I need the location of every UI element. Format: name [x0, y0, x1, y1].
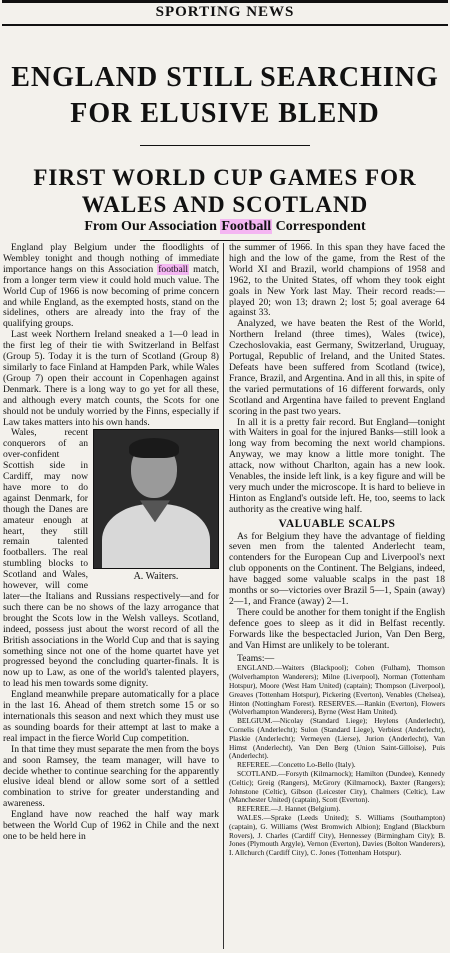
subheadline	[0, 164, 450, 218]
section-rule	[2, 24, 448, 26]
teams-block	[229, 654, 445, 858]
top-rule	[2, 0, 448, 3]
paragraph: In that time they must separate the men from the boys and soon Ramsey, the team manager, will have to decide whether to continue searching for the apparently elusive ideal blend or allow some sort of a settled combination to strive for greater understanding and awareness.	[3, 743, 219, 810]
photo-figure	[93, 429, 219, 583]
section-title: SPORTING NEWS	[155, 4, 295, 20]
paragraph: Analyzed, we have beaten the Rest of the World, Northern Ireland (three times), Wales (twice), Czechoslovakia, east Germany, Switzerland, Uruguay, Portugal, Republic of Ireland, and the United States. Defeats have been suffered from Scotland (twice), France, Brazil, and Argentina. And in all this, in spite of the varied permutations of 16 different forwards, only Scotland and Argentina have failed to prevent England scoring in the past two years.	[229, 318, 445, 417]
headline-line-2: FOR ELUSIVE BLEND	[70, 98, 380, 129]
subheadline-line-1: FIRST WORLD CUP GAMES FOR	[33, 165, 417, 190]
team-line: SCOTLAND.—Forsyth (Kilmarnock); Hamilton (Dundee), Kennedy (Celtic); Greig (Rangers), McGrory (Kilmarnock), Baxter (Rangers); Johnstone (Celtic), Gibson (Leicester City), Chalmers (Celtic), Law (Manchester United) (captain), Scott (Everton).	[229, 769, 445, 805]
left-column	[3, 243, 219, 843]
byline-highlight: Football	[221, 219, 272, 234]
paragraph: There could be another for them tonight if the English defence goes to sleep as it did in Belfast recently. Forwards like the bespectacled Jurion, Van Den Berg, and Van Himst are unlikely to be tolerant.	[229, 606, 445, 651]
paragraph-text: England play Belgium under the floodlights of Wembley tonight and though nothing of immediate importance hangs on this Association	[3, 242, 219, 275]
team-line: WALES.—Sprake (Leeds United); S. Williams (Southampton) (captain), G. Williams (West Bromwich Albion); England (Blackburn Rovers), J. Charles (Cardiff City), Hennessey (Birmingham City); B. Jones (Plymouth Argyle), Vernon (Everton), Davies (Bolton Wanderers), I. Allchurch (Cardiff City), C. Jones (Tottenham Hotspur).	[229, 812, 445, 858]
headline-line-1: ENGLAND STILL SEARCHING	[11, 62, 439, 93]
paragraph-text: Last week Northern Ireland sneaked a 1—0 lead in the first leg of their tie with Switzerland in Belfast (Group 5). Today it is the turn of Scotland (Group 8) similarly to face Finland at Hampden Park, while Wales (Group 7) open their account in Copenhagen against Denmark. There is a long way to go yet for all these, and although every match counts, the Scots for one should not be unduly worried by the Finns, especially if Law takes matters into his own hands.	[3, 329, 219, 428]
teams-label: Teams:—	[237, 652, 275, 664]
team-line: REFEREE.—Concetto Lo-Bello (Italy).	[237, 760, 356, 770]
right-column	[229, 243, 445, 858]
team-line: ENGLAND.—Waiters (Blackpool); Cohen (Fulham), Thomson (Wolverhampton Wanderers); Milne (Liverpool), Norman (Tottenham Hotspur), Moore (West Ham United) (captain); Thompson (Liverpool), Greaves (Tottenham Hotspur), Pickering (Everton), Venables (Chelsea), Hinton (Nottingham Forest). RESERVES.—Rankin (Everton), Flowers (Wolverhampton Wanderers), Byrne (West Ham United).	[229, 663, 445, 717]
subheadline-line-2: WALES AND SCOTLAND	[81, 192, 369, 217]
column-divider	[223, 243, 224, 949]
team-line: BELGIUM.—Nicolay (Standard Liege); Heylens (Anderlecht), Cornelis (Anderlecht); Sulon (Standard Liege), Verbiest (Anderlecht), Plaskie (Anderlecht); Vermeyen (Lierse), Jurion (Anderlecht), Van Himst (Anderlecht), Van Den Berg (Union Saint-Gilloise), Puis (Anderlecht).	[229, 716, 445, 761]
paragraph: In all it is a pretty fair record. But England—tonight with Waiters in goal for the injured Banks—still look a long way from becoming the next world champions. Anyway, we may know a little more tonight. The attack, now without Charlton, again has a new look. Venables, the inside left link, is a key figure and will be very much under the microscope. It is hard to believe in Hinton as England's outside left. He, too, seems to lack authority as the creative wing half.	[229, 416, 445, 515]
paragraph: the summer of 1966. In this span they have faced the high and the low of the game, from the Rest of the World XI and Brazil, world champions of 1958 and 1962, to the United States, off whom they took eight goals in New York last May. Their record reads:—played 20; won 13; drawn 2; lost 5; goal average 64 against 33.	[229, 242, 445, 319]
paragraph	[3, 243, 219, 330]
team-line: REFEREE.—J. Hannet (Belgium).	[237, 804, 341, 814]
photo-caption: A. Waiters.	[133, 571, 179, 583]
paragraph	[3, 330, 219, 428]
subsection-heading: VALUABLE SCALPS	[278, 517, 396, 530]
paragraph-text: match, from a longer term view it could hold much value. The World Cup of 1966 is now becoming of prime concern and while England, as the exempted hosts, stand on the sidelines, others are already into the fray of the qualifying groups.	[3, 263, 219, 330]
byline-rule	[140, 240, 310, 241]
paragraph: England meanwhile prepare automatically for a place in the last 16. Ahead of them stretch some 15 or so internationals this season and next which they must use as sounding boards for their attempt at last to make a real impact in the fierce World Cup competition.	[3, 689, 219, 744]
paragraph: As for Belgium they have the advantage of fielding seven men from the talented Anderlecht team, contenders for the European Cup and Liverpool's next club opponents on the Continent. The Belgians, indeed, have bagged some valuable scalps in the past 18 months or so—victories over Brazil 5—1, Spain (away) 2—1, and France (away) 2—1.	[229, 530, 445, 607]
photo-hair-shape	[129, 438, 179, 458]
byline-pre: From Our Association	[84, 219, 221, 234]
player-photo	[93, 429, 219, 569]
headline	[0, 60, 450, 132]
highlighted-word: football	[158, 263, 189, 275]
headline-rule	[140, 145, 310, 146]
byline-post: Correspondent	[272, 219, 366, 234]
byline	[0, 219, 450, 235]
paragraph: England have now reached the half way mark between the World Cup of 1962 in Chile and the next one to be held here in	[3, 809, 219, 842]
paragraph: Wales, recent conquerors of an over-confident Scottish side in Cardiff, may now have more to do against Denmark, for though the Danes are amateur enough at heart, they still remain talented footballers. The real stumbling blocks to Scotland and Wales, however, will come later—the Italians and Russians respectively—and for such there can be no shows of the lazy arrogance that brought the Scots low in the Welsh valleys. Scotland, indeed, possess just about the worst record of all the British associations in the World Cup and that is saying something since not one of the home quartet have yet progressed beyond the concluding quarter-finals. It is now up to Law, as one of the world's talented players, to lead his men towards some dignity.	[3, 427, 219, 690]
